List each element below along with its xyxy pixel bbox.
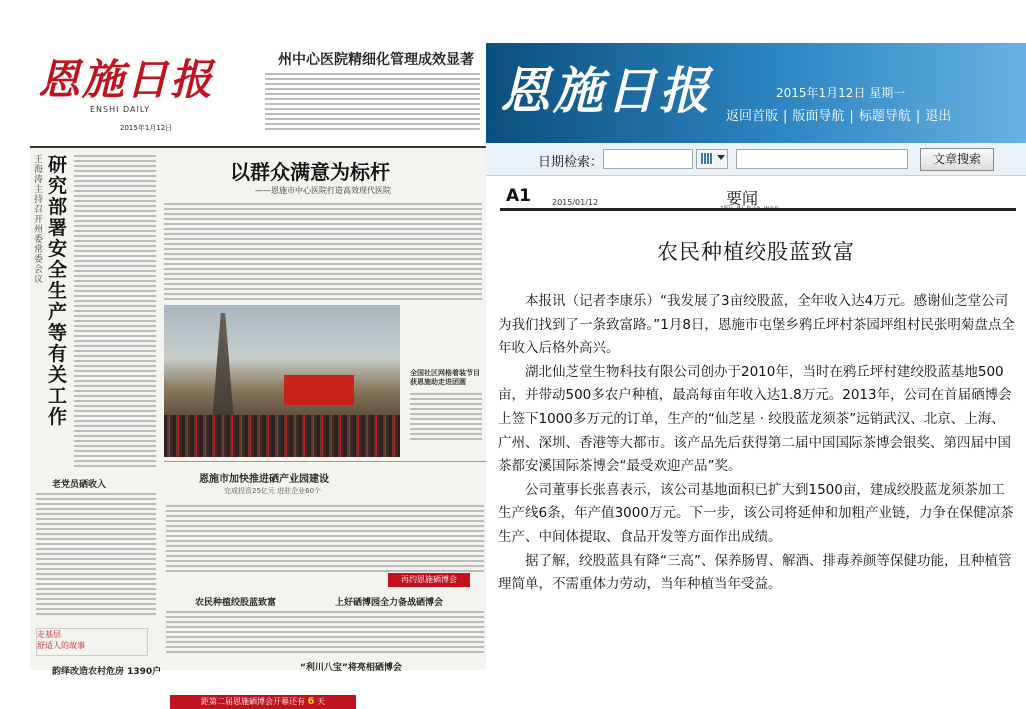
chevron-down-icon: [717, 155, 725, 160]
article-search-button[interactable]: 文章搜索: [920, 148, 994, 171]
site-logo: 恩施日报: [500, 61, 712, 120]
paper-date: 2015年1月12日: [120, 124, 173, 132]
site-header: [486, 43, 1026, 143]
paper-logo-en: ENSHI DAILY: [90, 105, 151, 114]
article-title: 农民种植绞股蓝致富: [657, 240, 855, 264]
paper-band-story: [164, 461, 486, 502]
paper-logo: 恩施日报: [38, 55, 215, 104]
date-input[interactable]: [603, 149, 693, 169]
article-paragraph: 据了解，绞股蓝具有降“三高”、保养肠胃、解酒、排毒养颜等保健功能，且种植管理简单，不需重体力劳动，当年种植当年受益。: [498, 552, 1012, 593]
paper-left-story-2[interactable]: 韵绎改造农村危房 1390户: [52, 667, 162, 677]
paper-masthead: [30, 43, 486, 148]
paper-story-b[interactable]: 上好硒博园全力备战硒博会: [335, 598, 444, 608]
keyword-input[interactable]: [736, 149, 908, 169]
paper-lead-text: [164, 203, 482, 303]
page-date: 2015/01/12: [552, 198, 599, 207]
paper-story-a[interactable]: 农民种植绞股蓝致富: [195, 598, 277, 608]
paper-left-story-text: [36, 493, 156, 618]
calendar-icon: [701, 153, 713, 164]
page-name: 要闻: [726, 189, 759, 208]
paper-promo-line1: 走基层: [37, 630, 61, 639]
paper-photo: [164, 305, 400, 457]
paper-story-c[interactable]: “利川八宝”将亮相硒博会: [300, 663, 402, 673]
paper-promo-line2: 舒适人的故事: [37, 641, 85, 650]
article-paragraph: 本报讯（记者李康乐）“我发展了3亩绞股蓝，全年收入达4万元。感谢仙芝堂公司为我们找到了一条致富路。”1月8日，恩施市屯堡乡鸦丘坪村茶园坪组村民张明菊盘点全年收入后格外高兴。: [498, 293, 1015, 357]
paper-side-kicker: 王海涛主持召开州委常委会议: [34, 155, 44, 285]
paper-photo-caption-head[interactable]: 全国社区网格着装节目获恩施助走进团圆: [410, 369, 480, 386]
paper-side-headline[interactable]: 研究部署安全生产等有关工作: [48, 154, 68, 428]
paper-countdown-post: 天: [317, 697, 326, 706]
nav-home-page[interactable]: 返回首版: [726, 109, 779, 124]
paper-bottom-text: [166, 611, 484, 656]
article-body: [498, 290, 1018, 597]
paper-photo-caption-text: [410, 393, 482, 443]
paper-left-story-1[interactable]: 老党员硒收入: [52, 480, 107, 490]
paper-countdown-number: 6: [307, 696, 315, 707]
paper-band-text: [166, 505, 484, 575]
paper-badge: 再约恩施硒博会: [388, 573, 470, 587]
paper-lead-subhead: ——恩施市中心医院打造高效现代医院: [255, 186, 391, 195]
nav-title-navigation[interactable]: 标题导航: [858, 109, 911, 124]
header-nav: 返回首版 | 版面导航 | 标题导航 | 退出: [726, 109, 952, 124]
paper-countdown-pre: 距第二届恩施硒博会开幕还有: [200, 697, 305, 706]
paper-top-text: [265, 73, 480, 143]
search-bar: [486, 143, 1026, 176]
header-date: 2015年1月12日 星期一: [776, 86, 906, 100]
paper-lead-headline[interactable]: 以群众满意为标杆: [230, 160, 390, 184]
calendar-picker[interactable]: [696, 149, 728, 169]
paper-band-headline[interactable]: 恩施市加快推进硒产业园建设: [199, 474, 329, 485]
nav-exit[interactable]: 退出: [925, 109, 952, 124]
article-paragraph: 湖北仙芝堂生物科技有限公司创办于2010年，当时在鸦丘坪村建绞股蓝基地500亩，并带动500多农户种植，最高每亩年收入达1.8万元。2013年，公司在首届硒博会上签下1000多万元的订单，生产的“仙芝星 · 绞股蓝龙须茶”远销武汉、北京、上海、广州、深圳、香港等大都市。该产品先后获得第二届中国国际茶博会银奖、第四届中国茶都安溪国际茶博会“最受欢迎产品”奖。: [498, 363, 1012, 475]
nav-page-navigation[interactable]: 版面导航: [792, 109, 845, 124]
paper-top-headline[interactable]: 州中心医院精细化管理成效显著: [278, 52, 474, 68]
page-number: A1: [506, 186, 531, 206]
page-rule: [500, 208, 1016, 211]
page-header: [486, 186, 1026, 210]
paper-countdown: [170, 695, 356, 709]
date-search-label: 日期检索：: [538, 155, 604, 170]
newspaper-page-image[interactable]: [30, 43, 486, 707]
paper-promo[interactable]: [36, 628, 148, 656]
paper-column-text: [74, 155, 156, 470]
article-paragraph: 公司董事长张喜表示，该公司基地面积已扩大到1500亩，建成绞股蓝龙须茶加工生产线6条，年产值3000万元。下一步，该公司将延伸和加粗产业链，力争在保健凉茶生产、中间体提取、食品开发等方面作出成绩。: [498, 481, 1014, 545]
paper-band-subhead: 完成投资25亿元 进驻企业60个: [224, 487, 322, 495]
